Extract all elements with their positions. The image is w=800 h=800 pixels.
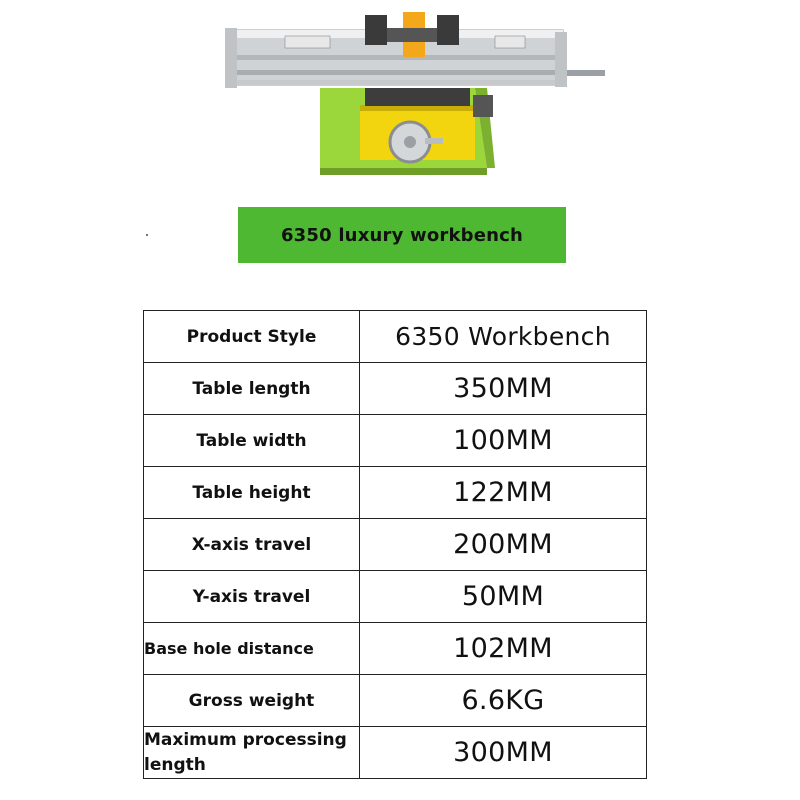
title-banner — [238, 207, 566, 263]
spec-label: Table width — [144, 415, 360, 467]
table-row — [144, 675, 647, 727]
table-row — [144, 571, 647, 623]
spec-value: 122MM — [360, 467, 647, 519]
spec-label: Table length — [144, 363, 360, 415]
spec-label: Base hole distance — [144, 623, 360, 675]
table-row — [144, 467, 647, 519]
table-row — [144, 363, 647, 415]
spec-value: 50MM — [360, 571, 647, 623]
table-row — [144, 519, 647, 571]
banner-title: 6350 luxury workbench — [280, 224, 524, 246]
spec-label: Table height — [144, 467, 360, 519]
spec-value: 102MM — [360, 623, 647, 675]
spec-label: Gross weight — [144, 675, 360, 727]
spec-value: 6350 Workbench — [360, 311, 647, 363]
spec-label: X-axis travel — [144, 519, 360, 571]
stray-dot — [146, 234, 148, 236]
table-row — [144, 623, 647, 675]
spec-value: 200MM — [360, 519, 647, 571]
spec-value: 100MM — [360, 415, 647, 467]
spec-value: 350MM — [360, 363, 647, 415]
table-row — [144, 727, 647, 779]
spec-table — [143, 310, 647, 779]
workbench-product-image — [225, 10, 605, 175]
spec-value: 6.6KG — [360, 675, 647, 727]
spec-label: Maximum processing length — [144, 727, 360, 779]
spec-value: 300MM — [360, 727, 647, 779]
spec-label: Product Style — [144, 311, 360, 363]
spec-label: Y-axis travel — [144, 571, 360, 623]
table-row — [144, 415, 647, 467]
table-row — [144, 311, 647, 363]
